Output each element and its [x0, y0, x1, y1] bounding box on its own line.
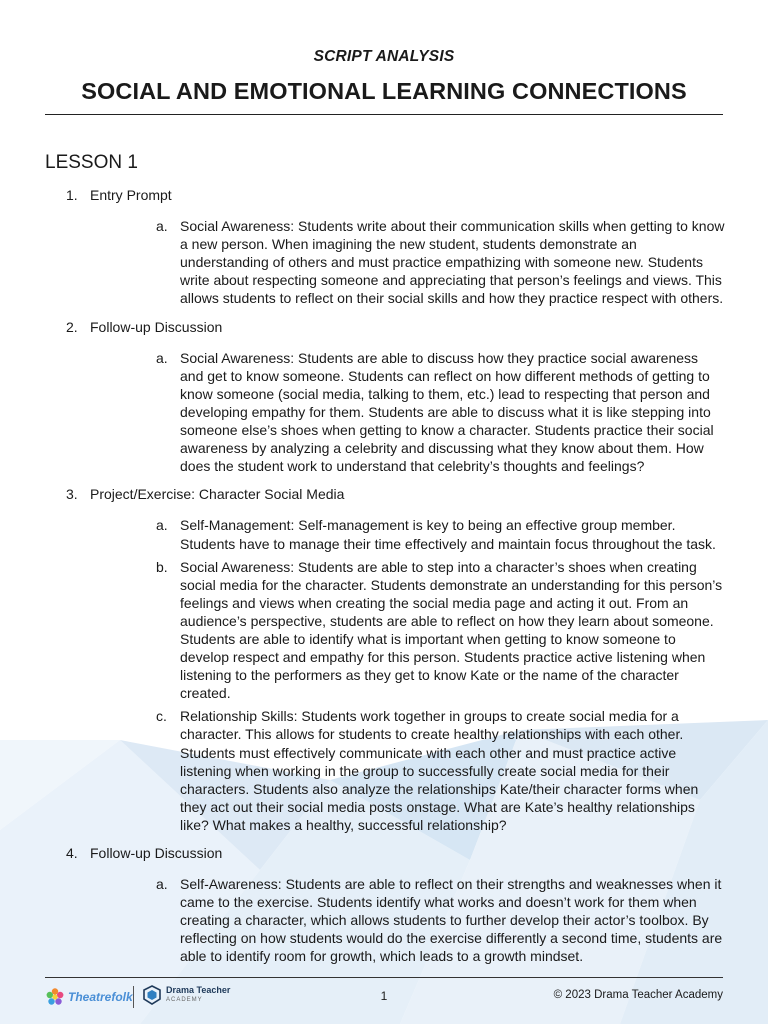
sub-item: [90, 516, 725, 552]
sub-item-letter: a.: [156, 517, 168, 534]
sub-item-text: Self-Awareness: Students are able to reflect on their strengths and weaknesses when it came to the exercise. Students identify what works and doesn’t work for them when creating a character, which allows students to further develop their actor’s toolbox. By reflecting on how students would do the exercise differently a second time, students are able to identify room for growth, which leads to a growth mindset.: [180, 876, 723, 965]
sub-item-letter: a.: [156, 876, 168, 893]
sub-item-text: Social Awareness: Students are able to discuss how they practice social awareness and get to know someone. Students can reflect on how different methods of getting to know someone (social media, talking to them, etc.) lead to respecting that person and developing empathy for them. Students are able to discuss what it is like stepping into someone else’s shoes when getting to know a character. Students practice their social awareness by analyzing a celebrity and discussing what they know about them. How does the student work to understand that celebrity’s thoughts and feelings?: [180, 349, 714, 475]
sub-item: [90, 875, 725, 965]
sub-item: [90, 707, 725, 834]
sub-item-text: Social Awareness: Students are able to step into a character’s shoes when creating social media for the character. Students demonstrate an understanding for this person’s feelings and views when creating the social media page and acting it out. From an audience’s perspective, students are able to reflect on how they learn about someone. Students are able to identify what is important when getting to know someone to develop respect and empathy for this person. Students practice active listening when listening to the performers as they get to know Kate or the name of the character created.: [180, 558, 723, 702]
sub-item-text: Social Awareness: Students write about their communication skills when getting to know a new person. When imagining the new student, students demonstrate an understanding of others and must practice empathizing with someone new. Students write about respecting someone and appreciating that person’s feelings and views. This allows students to reflect on their social skills and how they practice respect with others.: [180, 218, 725, 307]
page-number: 1: [380, 989, 388, 1003]
sub-item: [90, 558, 725, 703]
list-item: [45, 485, 725, 834]
sub-item-letter: a.: [156, 218, 168, 235]
item-label: Follow-up Discussion: [90, 318, 223, 335]
list-item: [45, 844, 725, 966]
sub-item-letter: a.: [156, 349, 168, 366]
document-subtitle: SCRIPT ANALYSIS: [313, 48, 455, 65]
page-footer: [45, 984, 723, 1010]
item-label: Project/Exercise: Character Social Media: [90, 486, 345, 503]
item-number: 4.: [66, 845, 78, 861]
list-item: [45, 318, 725, 476]
title-divider: [45, 114, 723, 115]
item-label: Entry Prompt: [90, 187, 172, 203]
sub-item: [90, 349, 725, 476]
lesson-content: [45, 186, 725, 976]
theatrefolk-wordmark: Theatrefolk: [68, 990, 133, 1004]
item-number: 3.: [66, 486, 78, 503]
sub-item: [90, 217, 725, 307]
sub-item-text: Relationship Skills: Students work together in groups to create social media for a character. This allows for students to create healthy relationships with each other. Students must effectively communicate with each other and must practice active listening when working in the group to successfully create social media for their characters. Students also analyze the relationships Kate/their character forms when they act out their social media posts onstage. What are Kate’s healthy relationships like? What makes a healthy, successful relationship?: [180, 708, 699, 833]
item-label: Follow-up Discussion: [90, 845, 223, 861]
sub-item-letter: b.: [156, 558, 168, 575]
document-title: SOCIAL AND EMOTIONAL LEARNING CONNECTIONS: [81, 78, 687, 104]
lesson-heading: LESSON 1: [45, 152, 138, 173]
item-number: 1.: [66, 187, 78, 203]
logo2-title: Drama Teacher: [166, 985, 231, 995]
logo2-subtitle: ACADEMY: [166, 997, 203, 1003]
list-item: [45, 186, 725, 308]
sub-item-text: Self-Management: Self-management is key to being an effective group member. Students have to manage their time effectively and maintain focus throughout the task.: [180, 517, 716, 552]
sub-item-letter: c.: [156, 708, 167, 725]
item-number: 2.: [66, 318, 78, 335]
footer-divider: [45, 977, 723, 978]
copyright: © 2023 Drama Teacher Academy: [553, 989, 723, 1001]
